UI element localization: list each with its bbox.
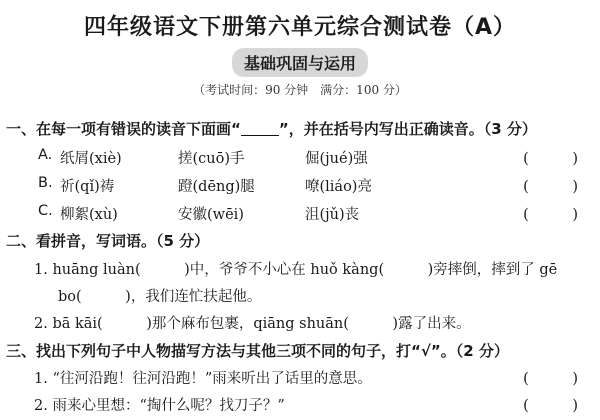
section2-heading: 二、看拼音，写词语。（5 分）: [6, 232, 210, 250]
pinyin-line: bo( )，我们连忙扶起他。: [58, 289, 262, 305]
option-word: 柳絮(xù): [60, 207, 118, 223]
option-word: 祈(qǐ)祷: [60, 179, 115, 195]
option-word: 纸屑(xiè): [60, 151, 122, 167]
sentence-item: 1. “往河沿跑！往河沿跑！”雨来听出了话里的意思。: [34, 371, 372, 387]
answer-paren[interactable]: ( ): [523, 151, 578, 167]
section-subtitle: 基础巩固与运用: [232, 48, 368, 77]
answer-paren[interactable]: ( ): [523, 207, 578, 223]
section1-heading-text: 一、在每一项有错误的读音下面画“: [6, 120, 241, 138]
pinyin-line: 2. bā kāi( )那个麻布包裹，qiāng shuān( )露了出来。: [34, 316, 471, 332]
answer-paren[interactable]: ( ): [523, 398, 578, 414]
answer-paren[interactable]: ( ): [523, 179, 578, 195]
option-word: 沮(jǔ)丧: [305, 207, 360, 223]
subtitle-wrap: [0, 48, 600, 77]
pinyin-line: 1. huāng luàn( )中，爷爷不小心在 huǒ kàng( )旁摔倒，摔到了 gē: [34, 262, 558, 278]
option-word: 倔(jué)强: [305, 151, 368, 167]
section3-heading: 三、找出下列句子中人物描写方法与其他三项不同的句子，打“√”。（2 分）: [6, 342, 509, 360]
option-label: B.: [38, 175, 53, 191]
option-label: C.: [38, 203, 53, 219]
option-word: 嘹(liáo)亮: [305, 179, 372, 195]
underline-sample: [241, 122, 279, 137]
option-row: [38, 175, 53, 191]
exam-info: （考试时间：90 分钟 满分：100 分）: [193, 83, 407, 97]
option-word: 安徽(wēi): [178, 207, 244, 223]
sentence-item: 2. 雨来心里想：“掏什么呢？找刀子？”: [34, 398, 285, 414]
section1-heading: [6, 118, 537, 139]
option-row: [38, 203, 53, 219]
option-word: 搓(cuō)手: [178, 151, 245, 167]
section1-heading-rest: ”，并在括号内写出正确读音。（3 分）: [278, 120, 537, 138]
page-title: 四年级语文下册第六单元综合测试卷（A）: [83, 15, 517, 40]
option-row: [38, 147, 52, 163]
option-word: 蹬(dēng)腿: [178, 179, 255, 195]
option-label: A.: [38, 147, 53, 163]
answer-paren[interactable]: ( ): [523, 371, 578, 387]
